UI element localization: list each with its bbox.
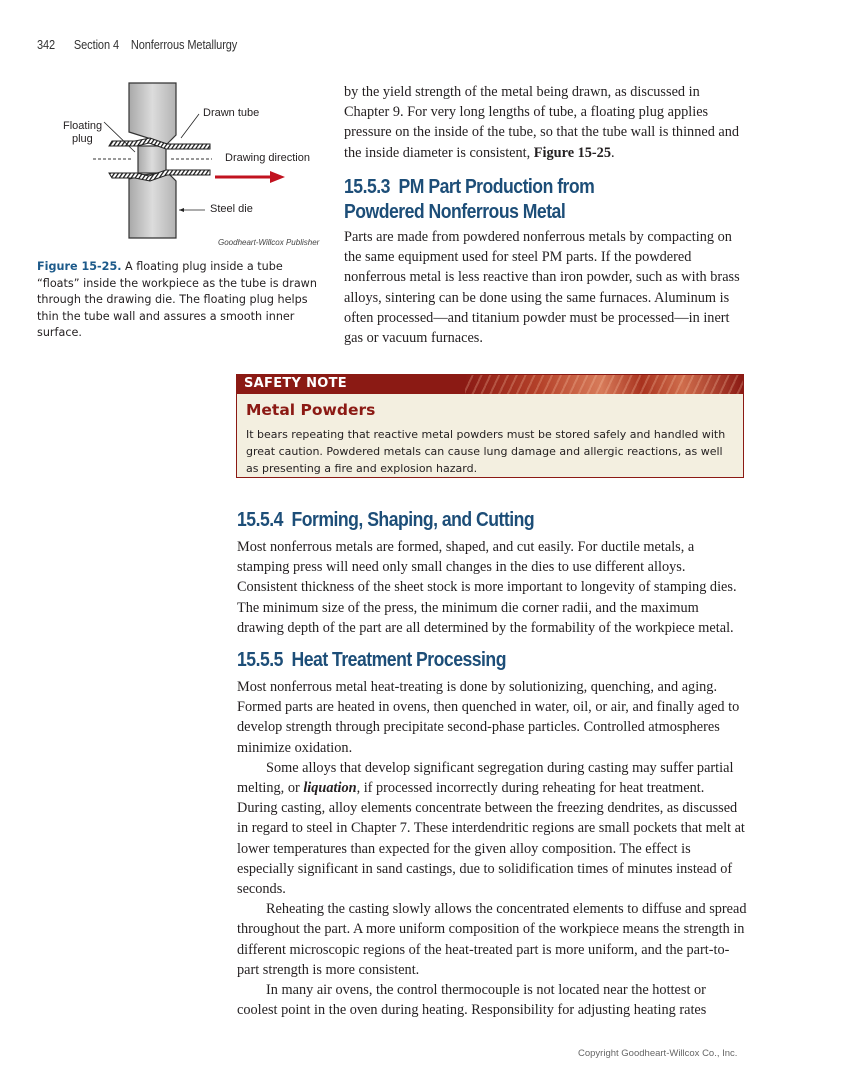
key-term-liquation: liquation [303, 780, 357, 797]
paragraph-15-5-5-1: Most nonferrous metal heat-treating is done by solutionizing, quenching, and aging. Formed parts are heated in ovens, then quenched in water, oil, or air, and finally aged to develop strength through precipitate second-phase particles. Controlled atmospheres minimize oxidation. [237, 679, 740, 756]
heading-15-5-5: 15.5.5 Heat Treatment Processing [237, 648, 506, 671]
safety-note-text: It bears repeating that reactive metal powders must be stored safely and handled with great caution. Powdered metals can cause lung damage and allergic reactions, as well as presenting a fire and explosion hazard. [246, 428, 726, 475]
section-label: Section 4 [73, 38, 119, 52]
heading-15-5-4: 15.5.4 Forming, Shaping, and Cutting [237, 508, 535, 531]
paragraph-15-5-5-4: In many air ovens, the control thermocouple is not located near the hottest or coolest point in the oven during heating. Responsibility for adjusting heating rates [237, 982, 707, 1019]
drawing-direction-arrow [215, 171, 285, 183]
safety-note-header [237, 375, 743, 394]
label-drawn-tube: Drawn tube [203, 107, 260, 119]
label-steel-die: Steel die [210, 203, 253, 215]
floating-plug [138, 146, 166, 173]
steel-die-upper [129, 83, 176, 144]
label-floating-plug-1: Floating [63, 120, 103, 132]
steel-die-lower [129, 172, 176, 238]
page-number: 342 [37, 38, 56, 52]
tube-drawing-diagram [55, 80, 320, 250]
label-floating-plug-2: plug [72, 133, 93, 145]
paragraph-15-5-5-3: Reheating the casting slowly allows the concentrated elements to diffuse and spread throughout the part. A more uniform composition of the workpiece means the strength in different microscopic regions of the heat-treated part is more uniform, and the part-to-part strength is more consistent. [237, 901, 747, 978]
paragraph-15-5-3: Parts are made from powdered nonferrous metals by compacting on the same equipment used for steel PM parts. If the powdered nonferrous metal is less reactive than iron powder, such as with brass alloys, sintering can be done using the same furnaces. Aluminum is often processed—and titanium powder must be processed—in inert gas or vacuum furnaces. [344, 229, 740, 347]
paragraph-15-5-4: Most nonferrous metals are formed, shaped, and cut easily. For ductile metals, a stamping press will need only small changes in the dies to use different alloys. Consistent thickness of the sheet stock is more important to longevity of stamping dies. The minimum size of the press, the minimum die corner radii, and the maximum drawing depth of the part are all determined by the formability of the workpiece metal. [237, 539, 737, 636]
section-15-5-5-body [237, 677, 747, 1020]
figure-credit: Goodheart-Willcox Publisher [218, 238, 320, 247]
paragraph-15-5-5-2: Some alloys that develop significant segregation during casting may suffer partial melting, or liquation, if processed incorrectly during reheating for heat treatment. During casting, alloy elements concentrate between the freezing dendrites, as discussed in regard to steel in Chapter 7. These interdendritic regions are small pockets that melt at lower temperatures than expected for the given alloy composition. The effect is especially significant in sand castings, due to solidification times of minutes instead of seconds. [237, 759, 745, 898]
safety-note-title: Metal Powders [246, 401, 376, 419]
safety-note-box [236, 374, 744, 478]
figure-15-25 [55, 80, 320, 250]
running-head [37, 38, 237, 52]
safety-note-label: SAFETY NOTE [244, 376, 347, 391]
heading-15-5-3: 15.5.3 PM Part Production from Powdered Nonferrous Metal [344, 175, 595, 223]
copyright-footer: Copyright Goodheart-Willcox Co., Inc. [578, 1048, 738, 1059]
figure-reference: Figure 15-25 [533, 144, 611, 161]
figure-caption [37, 259, 317, 342]
label-drawing-direction: Drawing direction [225, 152, 310, 164]
section-title: Nonferrous Metallurgy [130, 38, 238, 52]
caption-number: Figure 15-25. [37, 260, 122, 273]
caption-text: A floating plug inside a tube “floats” inside the workpiece as the tube is drawn through the drawing die. The floating plug helps thin the tube wall and assures a smooth inner surface. [37, 260, 317, 339]
intro-paragraph: by the yield strength of the metal being drawn, as discussed in Chapter 9. For very long lengths of tube, a floating plug applies pressure on the inside of the tube, so that the tube wall is thinned and the inside diameter is consistent, Figure 15-25. [344, 84, 740, 161]
